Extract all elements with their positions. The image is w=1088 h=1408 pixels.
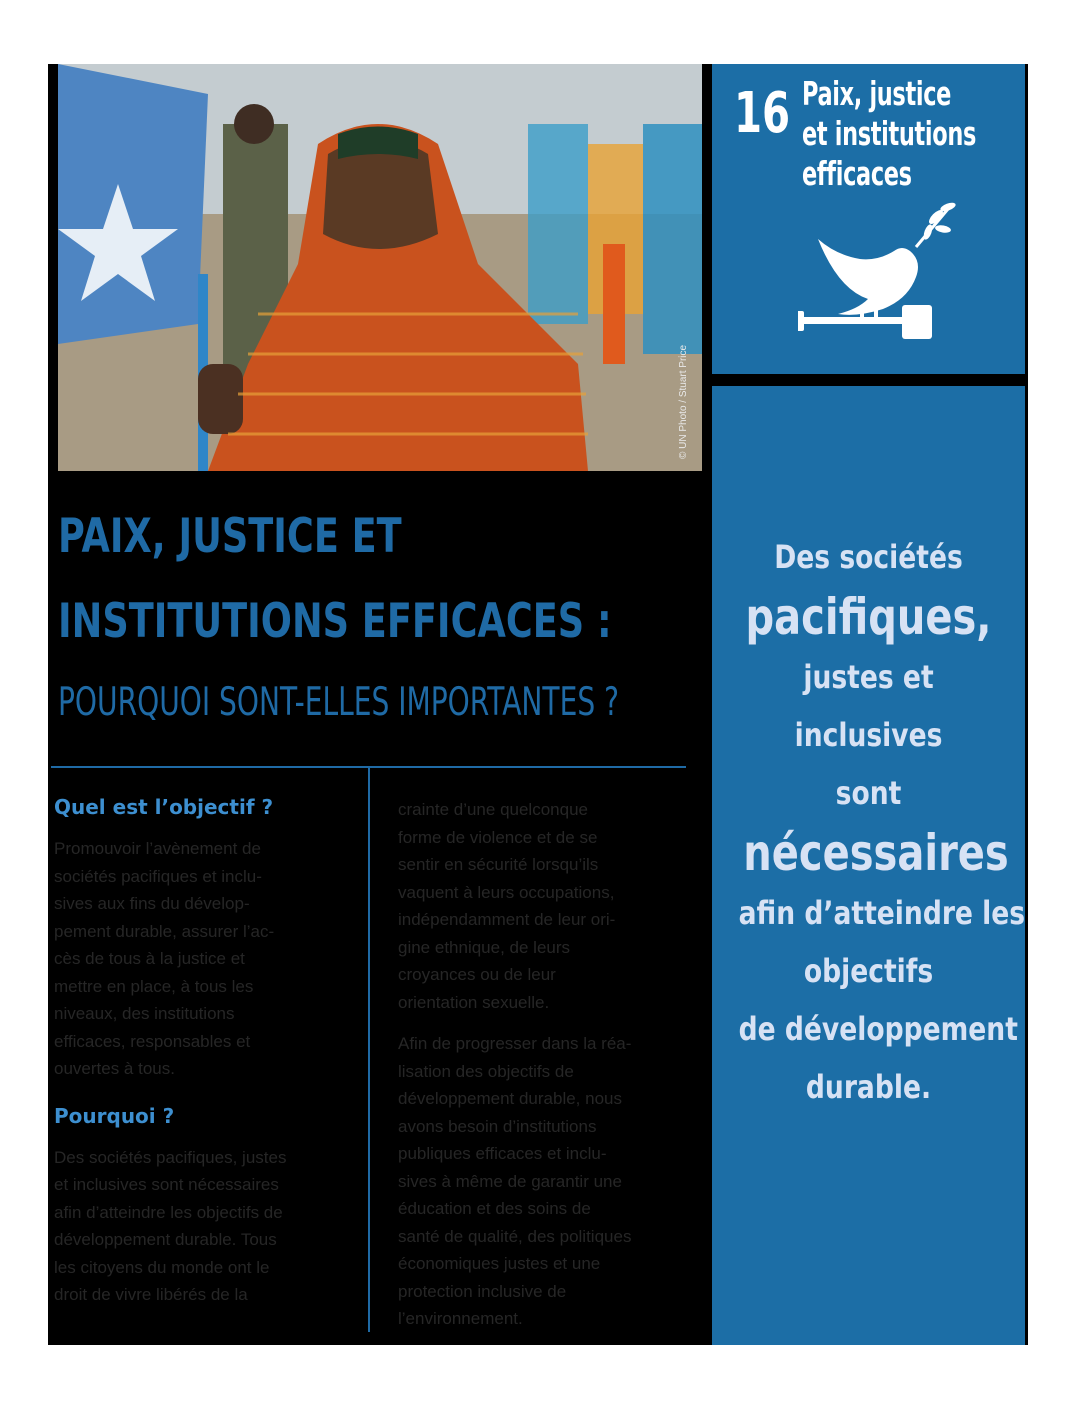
text-line: économiques justes et une <box>398 1254 601 1273</box>
text-line: sives à même de garantir une <box>398 1171 622 1191</box>
quote-line: Des sociétés <box>774 538 963 576</box>
text-line: Afin de progresser dans la réa- <box>398 1034 632 1053</box>
paragraph-institutions <box>398 1030 688 1333</box>
text-line: protection inclusive de <box>398 1281 567 1301</box>
page-title-line2: INSTITUTIONS EFFICACES : <box>58 594 612 649</box>
text-line: et inclusives sont nécessaires <box>54 1175 279 1194</box>
page <box>48 64 1028 1345</box>
dove-gavel-icon <box>798 199 958 349</box>
quote-line: durable. <box>805 1068 932 1106</box>
text-column-1 <box>54 794 344 1309</box>
quote-line: de développement <box>738 1010 1018 1048</box>
quote-line: afin d’atteindre les <box>738 894 1026 932</box>
sdg-label-line: et institutions <box>802 114 976 153</box>
sdg-label-line: Paix, justice <box>802 74 952 113</box>
text-line: développement durable. Tous <box>54 1230 277 1249</box>
text-line: sociétés pacifiques et inclu- <box>54 866 262 886</box>
text-line: orientation sexuelle. <box>398 992 550 1012</box>
text-line: sives aux fins du dévelop- <box>54 894 250 913</box>
page-subtitle: POURQUOI SONT-ELLES IMPORTANTES ? <box>58 680 619 725</box>
text-line: droit de vivre libérés de la <box>54 1285 248 1304</box>
text-line: mettre en place, à tous les <box>54 976 254 996</box>
text-line: indépendamment de leur ori- <box>398 910 616 929</box>
sdg-label-line: efficaces <box>802 154 912 193</box>
quote-text <box>712 528 1025 1116</box>
text-line: les citoyens du monde ont le <box>54 1257 270 1277</box>
text-line: avons besoin d’institutions <box>398 1116 597 1136</box>
photo-credit: © UN Photo / Stuart Price <box>678 344 689 459</box>
photo <box>58 64 702 471</box>
text-column-2 <box>398 796 688 1333</box>
text-line: crainte d’une quelconque <box>398 800 588 819</box>
quote-line: inclusives <box>794 716 943 754</box>
quote-line: objectifs <box>803 952 934 990</box>
text-line: éducation et des soins de <box>398 1199 591 1218</box>
text-line: santé de qualité, des politiques <box>398 1226 632 1246</box>
paragraph-objective <box>54 835 344 1083</box>
sdg-number: 16 <box>734 81 791 146</box>
text-line: niveaux, des institutions <box>54 1004 235 1023</box>
quote-line: sont <box>835 774 902 812</box>
text-line: l’environnement. <box>398 1309 523 1328</box>
text-line: sentir en sécurité lorsqu’ils <box>398 855 599 874</box>
paragraph-continued <box>398 796 688 1016</box>
heading-why: Pourquoi ? <box>54 1103 175 1128</box>
text-line: ouvertes à tous. <box>54 1059 175 1078</box>
text-line: vaquent à leurs occupations, <box>398 882 615 902</box>
text-line: forme de violence et de se <box>398 827 598 847</box>
paragraph-why <box>54 1144 344 1309</box>
sdg-label <box>802 74 976 194</box>
text-line: pement durable, assurer l’ac- <box>54 921 275 941</box>
text-line: publiques efficaces et inclu- <box>398 1144 607 1163</box>
photo-illustration <box>58 64 702 471</box>
quote-line: nécessaires <box>743 824 1009 882</box>
text-line: cès de tous à la justice et <box>54 949 245 968</box>
text-line: afin d’atteindre les objectifs de <box>54 1202 283 1222</box>
quote-line: justes et <box>803 658 934 696</box>
text-line: efficaces, responsables et <box>54 1031 251 1051</box>
text-line: Des sociétés pacifiques, justes <box>54 1147 287 1167</box>
sdg-badge <box>712 64 1025 374</box>
heading-objective: Quel est l’objectif ? <box>54 795 274 819</box>
text-line: Promouvoir l’avènement de <box>54 839 261 858</box>
text-line: lisation des objectifs de <box>398 1061 574 1081</box>
page-title-line1: PAIX, JUSTICE ET <box>58 509 402 564</box>
text-line: développement durable, nous <box>398 1089 622 1108</box>
column-divider <box>368 768 370 1332</box>
text-line: croyances ou de leur <box>398 965 556 984</box>
quote-line: pacifiques, <box>745 588 992 646</box>
text-line: gine ethnique, de leurs <box>398 937 571 957</box>
quote-panel <box>712 386 1025 1345</box>
